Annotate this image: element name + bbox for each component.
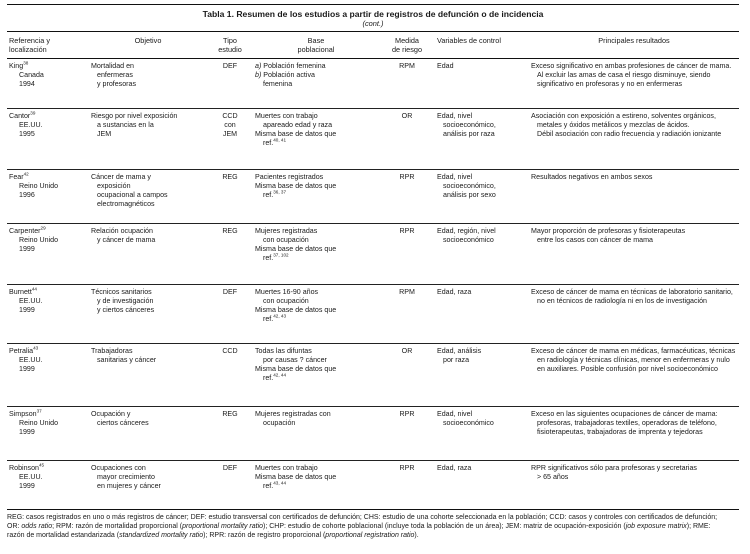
header-risk-measure-line1: Medida [395,36,419,45]
res-line: Resultados negativos en ambos sexos [531,172,653,181]
objective-cell [89,169,207,223]
risk-measure-cell: RPR [399,463,415,472]
res-line: en radiología y técnicas clínicas, menor en enfermeras y nulo [537,355,730,364]
var-line: socioeconómico, [443,181,496,190]
author-name: Robinson [9,463,39,472]
study-type-cell [207,343,253,406]
reference-country: EE.UU. [19,355,43,364]
table-row [7,343,739,406]
var-line: socioeconómico, [443,120,496,129]
tipo-line: con [224,120,236,129]
obj-line: Trabajadoras [91,346,133,355]
base-citation: 42, 43 [273,314,287,320]
footnote-term: job exposure matrix [625,522,687,530]
study-type-cell [207,284,253,343]
header-risk-measure [379,32,435,58]
reference-cell [7,58,89,108]
reference-author [9,112,87,121]
reference-cell [7,343,89,406]
obj-line: Mortalidad en [91,61,134,70]
tipo-line: REG [222,409,238,418]
res-line: > 65 años [537,472,569,481]
population-base-cell [253,108,379,169]
reference-year: 1999 [19,245,35,254]
base-line: Muertes con trabajo [255,111,318,120]
reference-country: Reino Unido [19,181,59,190]
base-line: ref.$^{36, 37}$ [263,189,287,200]
author-name: Cantor [9,111,31,120]
table-row [7,108,739,169]
header-study-type [207,32,253,58]
obj-line: ocupacional a campos [97,191,168,200]
var-line: socioeconómico [443,235,494,244]
footnote-term: proportional registration ratio [325,532,415,540]
footnote-term: standardized mortality ratio [119,532,204,540]
table-title: Tabla 1. Resumen de los estudios a partir de registros de defunción o de incidencia [7,4,739,19]
var-line: Edad, raza [437,287,472,296]
base-line: Mujeres registradas [255,226,318,235]
reference-country: EE.UU. [19,120,43,129]
res-line: Exceso en las siguientes ocupaciones de cáncer de mama: [531,409,718,418]
reference-author [9,62,87,71]
footnote-text: OR: [7,522,22,530]
reference-citation: 38 [23,60,29,66]
base-line: con ocupación [263,296,309,305]
reference-country: Canada [19,70,44,79]
tipo-line: REG [222,226,238,235]
risk-measure-cell: RPM [399,287,415,296]
study-type-cell [207,223,253,284]
obj-line: electromagnéticos [97,200,155,209]
reference-citation: 39 [30,110,36,116]
reference-author [9,173,87,182]
main-results-cell [529,108,739,169]
table-footnote [7,513,739,541]
risk-measure-cell: OR [401,346,413,355]
base-line: con ocupación [263,235,309,244]
var-line: Edad, región, nivel [437,226,496,235]
footnote-term: odds ratio [21,522,53,530]
reference-citation: 44 [31,286,37,292]
footnote-text: ). [414,532,419,540]
base-citation: 40, 41 [273,138,287,144]
base-line: ref.$^{37, 102}$ [263,253,289,263]
control-variables-cell [435,169,529,223]
table-row [7,406,739,460]
obj-line: sanitarias y cáncer [97,355,157,364]
footnote-text: ); RPR: razón de registro proporcional ( [203,532,326,540]
author-name: King [9,61,24,70]
reference-cell [7,460,89,509]
obj-line: Relación ocupación [91,226,153,235]
objective-cell [89,406,207,460]
obj-line: y profesoras [97,80,137,89]
obj-line: mayor crecimiento [97,472,155,481]
main-results-cell [529,169,739,223]
control-variables-cell [435,223,529,284]
table-row [7,284,739,343]
tipo-line: CCD [222,346,238,355]
reference-author [9,410,87,419]
reference-cell [7,108,89,169]
obj-line: y cáncer de mama [97,235,156,244]
base-citation: 36, 37 [273,189,287,195]
res-line: en auxiliares. Posible confusión por nivel socioeconómico [537,365,718,374]
base-line: Muertes con trabajo [255,463,318,472]
main-results-cell [529,343,739,406]
population-base-cell [253,169,379,223]
list-marker: a) [255,61,262,70]
header-reference-line2: localización [9,45,47,54]
footnote-term: proportional mortality ratio [182,522,264,530]
author-name: Fear [9,172,24,181]
study-type-cell [207,108,253,169]
tipo-line: DEF [222,287,238,296]
base-line: Misma base de datos que [255,365,337,374]
main-results-cell [529,58,739,108]
obj-line: en mujeres y cáncer [97,482,161,491]
footnote-line-2 [7,522,739,531]
res-line: profesoras, trabajadoras textiles, operadoras de teléfono, [537,418,717,427]
reference-author [9,227,87,236]
footnote-text: REG: casos registrados en uno o más registros de cáncer; DEF: estudio transversal con certificados de defunción; CHS: estudio de una cohorte seleccionada en la población; CCD: casos y controles con certificados de defunción; [7,513,718,521]
tipo-line: CCD [222,111,238,120]
objective-cell [89,343,207,406]
res-line: significativo en profesoras y no en enfermeras [537,80,683,89]
control-variables-cell [435,343,529,406]
reference-author [9,347,87,356]
res-line: Exceso significativo en ambas profesiones de cáncer de mama. [531,61,732,70]
obj-line: Técnicos sanitarios [91,287,152,296]
author-name: Simpson [9,409,37,418]
reference-citation: 29 [40,225,46,231]
res-line: Al excluir las amas de casa el riesgo disminuye, siendo [537,70,711,79]
var-line: análisis por raza [443,130,495,139]
var-line: por raza [443,355,470,364]
control-variables-cell [435,58,529,108]
var-line: Edad, nivel [437,409,473,418]
risk-measure-cell: RPM [399,61,415,70]
header-study-type-line1: Tipo [223,36,237,45]
risk-measure-cell: RPR [399,172,415,181]
reference-cell [7,169,89,223]
population-base-cell [253,343,379,406]
base-line: ocupación [263,418,296,427]
table-row [7,460,739,509]
base-line: Misma base de datos que [255,472,337,481]
obj-line: y ciertos cánceres [97,306,155,315]
reference-country: EE.UU. [19,472,43,481]
risk-measure-cell: OR [401,111,413,120]
res-line: Exceso de cáncer de mama en técnicas de laboratorio sanitario, [531,287,733,296]
obj-line: Cáncer de mama y [91,172,151,181]
tipo-line: DEF [222,61,238,70]
res-line: no en técnicos de radiología ni en los de investigación [537,296,707,305]
tipo-line: JEM [222,130,238,139]
footnote-text: razón de mortalidad estandarizada ( [7,532,120,540]
table-subtitle: (cont.) [7,19,739,32]
reference-citation: 43 [33,345,39,351]
objective-cell [89,108,207,169]
base-line: ref.$^{43, 44}$ [263,480,287,491]
res-line: Débil asociación con radio frecuencia y radiación ionizante [537,130,722,139]
reference-citation: 37 [36,408,42,414]
table-body [7,58,739,509]
author-name: Carpenter [9,226,41,235]
reference-year: 1996 [19,191,35,200]
header-population-base-line1: Base [307,36,325,45]
reference-citation: 45 [38,462,45,468]
population-base-cell [253,223,379,284]
base-line: ref.$^{40, 41}$ [263,138,287,148]
reference-cell [7,223,89,284]
res-line: entre los casos con cáncer de mama [537,235,653,244]
population-base-cell [253,284,379,343]
table-row [7,169,739,223]
objective-cell [89,284,207,343]
obj-line: ciertos cánceres [97,418,149,427]
reference-country: Reino Unido [19,235,59,244]
control-variables-cell [435,460,529,509]
main-results-cell [529,284,739,343]
reference-country: EE.UU. [19,296,43,305]
base-citation: 43, 44 [273,480,287,486]
footnote-line-3 [7,531,739,540]
obj-line: exposición [97,181,131,190]
base-line: Misma base de datos que [255,306,337,315]
population-base-cell [253,460,379,509]
header-reference-line1: Referencia y [9,36,50,45]
res-line: fisioterapeutas, trabajadoras de imprenta y tejedoras [537,428,703,437]
obj-line: Ocupación y [91,409,131,418]
author-name: Burnett [9,287,32,296]
reference-year: 1995 [19,130,35,139]
risk-measure-cell: RPR [399,409,415,418]
obj-line: Ocupaciones con [91,463,146,472]
obj-line: a sustancias en la [97,120,154,129]
base-line: b) Población activa [255,70,315,79]
base-line: femenina [263,80,293,89]
res-line: Mayor proporción de profesoras y fisioterapeutas [531,226,686,235]
reference-year: 1999 [19,428,35,437]
study-type-cell [207,58,253,108]
risk-measure-cell: RPR [399,226,415,235]
base-line: Misma base de datos que [255,130,337,139]
main-results-cell [529,223,739,284]
base-citation: 37, 102 [273,253,289,259]
reference-year: 1999 [19,306,35,315]
table-row [7,58,739,108]
tipo-line: REG [222,172,238,181]
var-line: Edad [437,61,454,70]
footnote-line-1 [7,513,739,522]
header-study-type-line2: estudio [218,45,242,54]
res-line: Asociación con exposición a estireno, solventes orgánicos, [531,111,716,120]
header-objective: Objetivo [134,36,162,45]
header-control-variables: Variables de control [437,36,501,45]
var-line: Edad, raza [437,463,472,472]
reference-cell [7,406,89,460]
header-risk-measure-line2: de riesgo [391,45,423,54]
reference-author [9,288,87,297]
study-type-cell [207,460,253,509]
var-line: análisis por sexo [443,191,496,200]
table-row [7,223,739,284]
base-line: Todas las difuntas [255,346,312,355]
objective-cell [89,460,207,509]
population-base-cell [253,406,379,460]
base-line: Muertes 16-90 años [255,287,319,296]
res-line: metales y óxidos metálicos y mezclas de ácidos. [537,120,690,129]
base-line: Misma base de datos que [255,245,337,254]
header-reference [7,32,89,58]
footnote-text: ); CHP: estudio de cohorte poblacional (incluye toda la población de un área); JEM: matriz de ocupación-exposición ( [263,522,626,530]
table-header-row [7,32,739,58]
base-line: por causas ? cáncer [263,355,327,364]
table-page [7,4,739,541]
control-variables-cell [435,406,529,460]
studies-table [7,32,739,510]
objective-cell [89,58,207,108]
var-line: socioeconómico [443,418,494,427]
reference-year: 1999 [19,365,35,374]
list-marker: b) [255,70,262,79]
reference-author [9,464,87,473]
res-line: RPR significativos sólo para profesoras y secretarias [531,463,697,472]
obj-line: enfermeras [97,70,133,79]
base-line: apareado edad y raza [263,120,333,129]
base-line: a) Población femenina [255,61,326,70]
population-base-cell [253,58,379,108]
obj-line: Riesgo por nivel exposición [91,111,178,120]
reference-year: 1994 [19,80,35,89]
study-type-cell [207,169,253,223]
header-main-results: Principales resultados [598,36,670,45]
control-variables-cell [435,284,529,343]
obj-line: JEM [97,130,112,139]
var-line: Edad, nivel [437,111,473,120]
author-name: Petralia [9,346,34,355]
control-variables-cell [435,108,529,169]
header-population-base [253,32,379,58]
objective-cell [89,223,207,284]
var-line: Edad, análisis [437,346,482,355]
study-type-cell [207,406,253,460]
reference-cell [7,284,89,343]
obj-line: y de investigación [97,296,154,305]
base-line: Mujeres registradas con [255,409,331,418]
header-population-base-line2: poblacional [297,45,335,54]
base-line: ref.$^{42, 43}$ [263,314,287,324]
footnote-text: ); RME: [686,522,711,530]
tipo-line: DEF [222,463,238,472]
reference-year: 1999 [19,482,35,491]
base-line: Pacientes registrados [255,172,324,181]
reference-country: Reino Unido [19,418,59,427]
main-results-cell [529,460,739,509]
reference-citation: 42 [23,171,29,177]
main-results-cell [529,406,739,460]
res-line: Exceso de cáncer de mama en médicas, farmacéuticas, técnicas [531,346,736,355]
base-citation: 42, 44 [273,373,287,379]
base-line: ref.$^{42, 44}$ [263,373,287,383]
footnote-text: ; RPM: razón de mortalidad proporcional ( [52,522,183,530]
var-line: Edad, nivel [437,172,473,181]
base-line: Misma base de datos que [255,181,337,190]
